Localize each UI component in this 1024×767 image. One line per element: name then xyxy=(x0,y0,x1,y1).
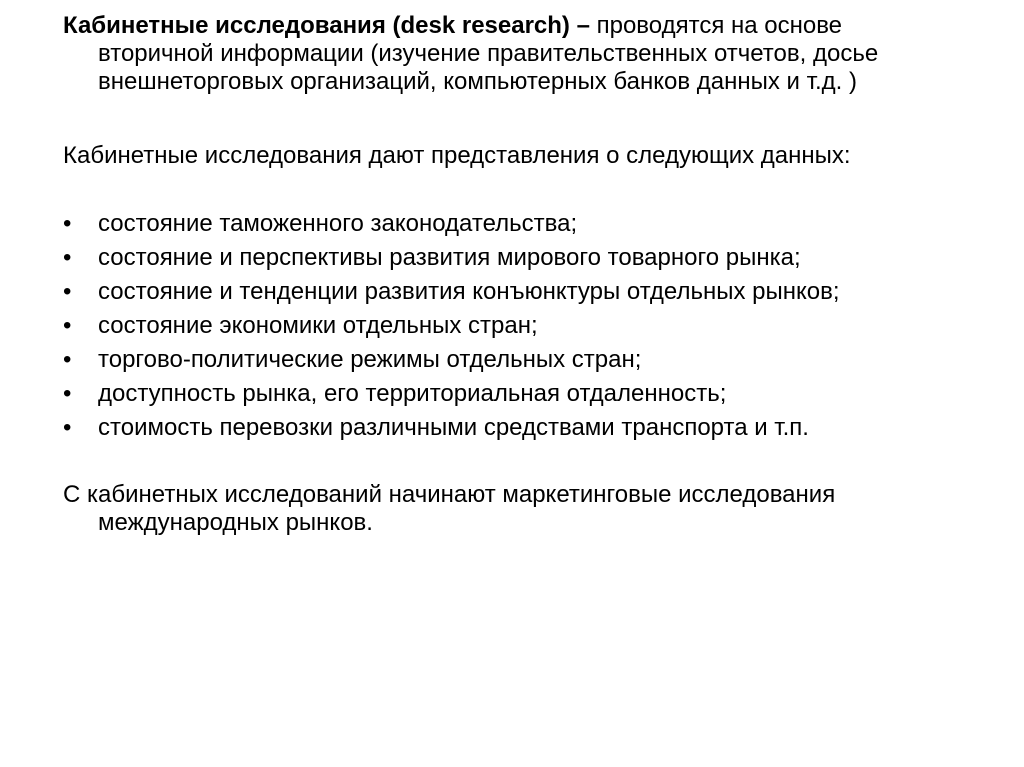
lead-in-paragraph: Кабинетные исследования дают представления о следующих данных: xyxy=(63,142,851,169)
bullet-icon: • xyxy=(63,414,72,441)
list-item-text: состояние и перспективы развития мирового товарного рынка; xyxy=(98,244,801,271)
list-item xyxy=(63,210,963,238)
list-item xyxy=(63,312,963,340)
intro-term: Кабинетные исследования (desk research) – xyxy=(63,12,590,39)
list-item xyxy=(63,278,963,306)
spacer xyxy=(63,448,963,481)
list-item-text: торгово-политические режимы отдельных стран; xyxy=(98,346,642,373)
intro-definition: проводятся на основе вторичной информации (изучение правительственных отчетов, досье внешнеторговых организаций, компьютерных банков данных и т.д. ) xyxy=(98,12,879,95)
bullet-icon: • xyxy=(63,244,72,271)
bullet-icon: • xyxy=(63,210,72,237)
list-item xyxy=(63,380,963,408)
list-item-text: стоимость перевозки различными средствами транспорта и т.п. xyxy=(98,414,809,441)
spacer xyxy=(63,170,963,210)
list-item-text: состояние и тенденции развития конъюнктуры отдельных рынков; xyxy=(98,278,840,305)
list-item-text: доступность рынка, его территориальная отдаленность; xyxy=(98,380,727,407)
list-item xyxy=(63,346,963,374)
bullet-icon: • xyxy=(63,380,72,407)
list-item xyxy=(63,244,963,272)
list-item-text: состояние таможенного законодательства; xyxy=(98,210,578,237)
bullet-icon: • xyxy=(63,278,72,305)
conclusion-paragraph: С кабинетных исследований начинают маркетинговые исследования международных рынков. xyxy=(63,481,836,536)
list-item xyxy=(63,414,963,442)
bullet-list xyxy=(63,210,963,442)
spacer xyxy=(63,96,963,142)
bullet-icon: • xyxy=(63,346,72,373)
bullet-icon: • xyxy=(63,312,72,339)
slide-content xyxy=(63,12,963,537)
list-item-text: состояние экономики отдельных стран; xyxy=(98,312,538,339)
intro-paragraph xyxy=(63,12,963,96)
